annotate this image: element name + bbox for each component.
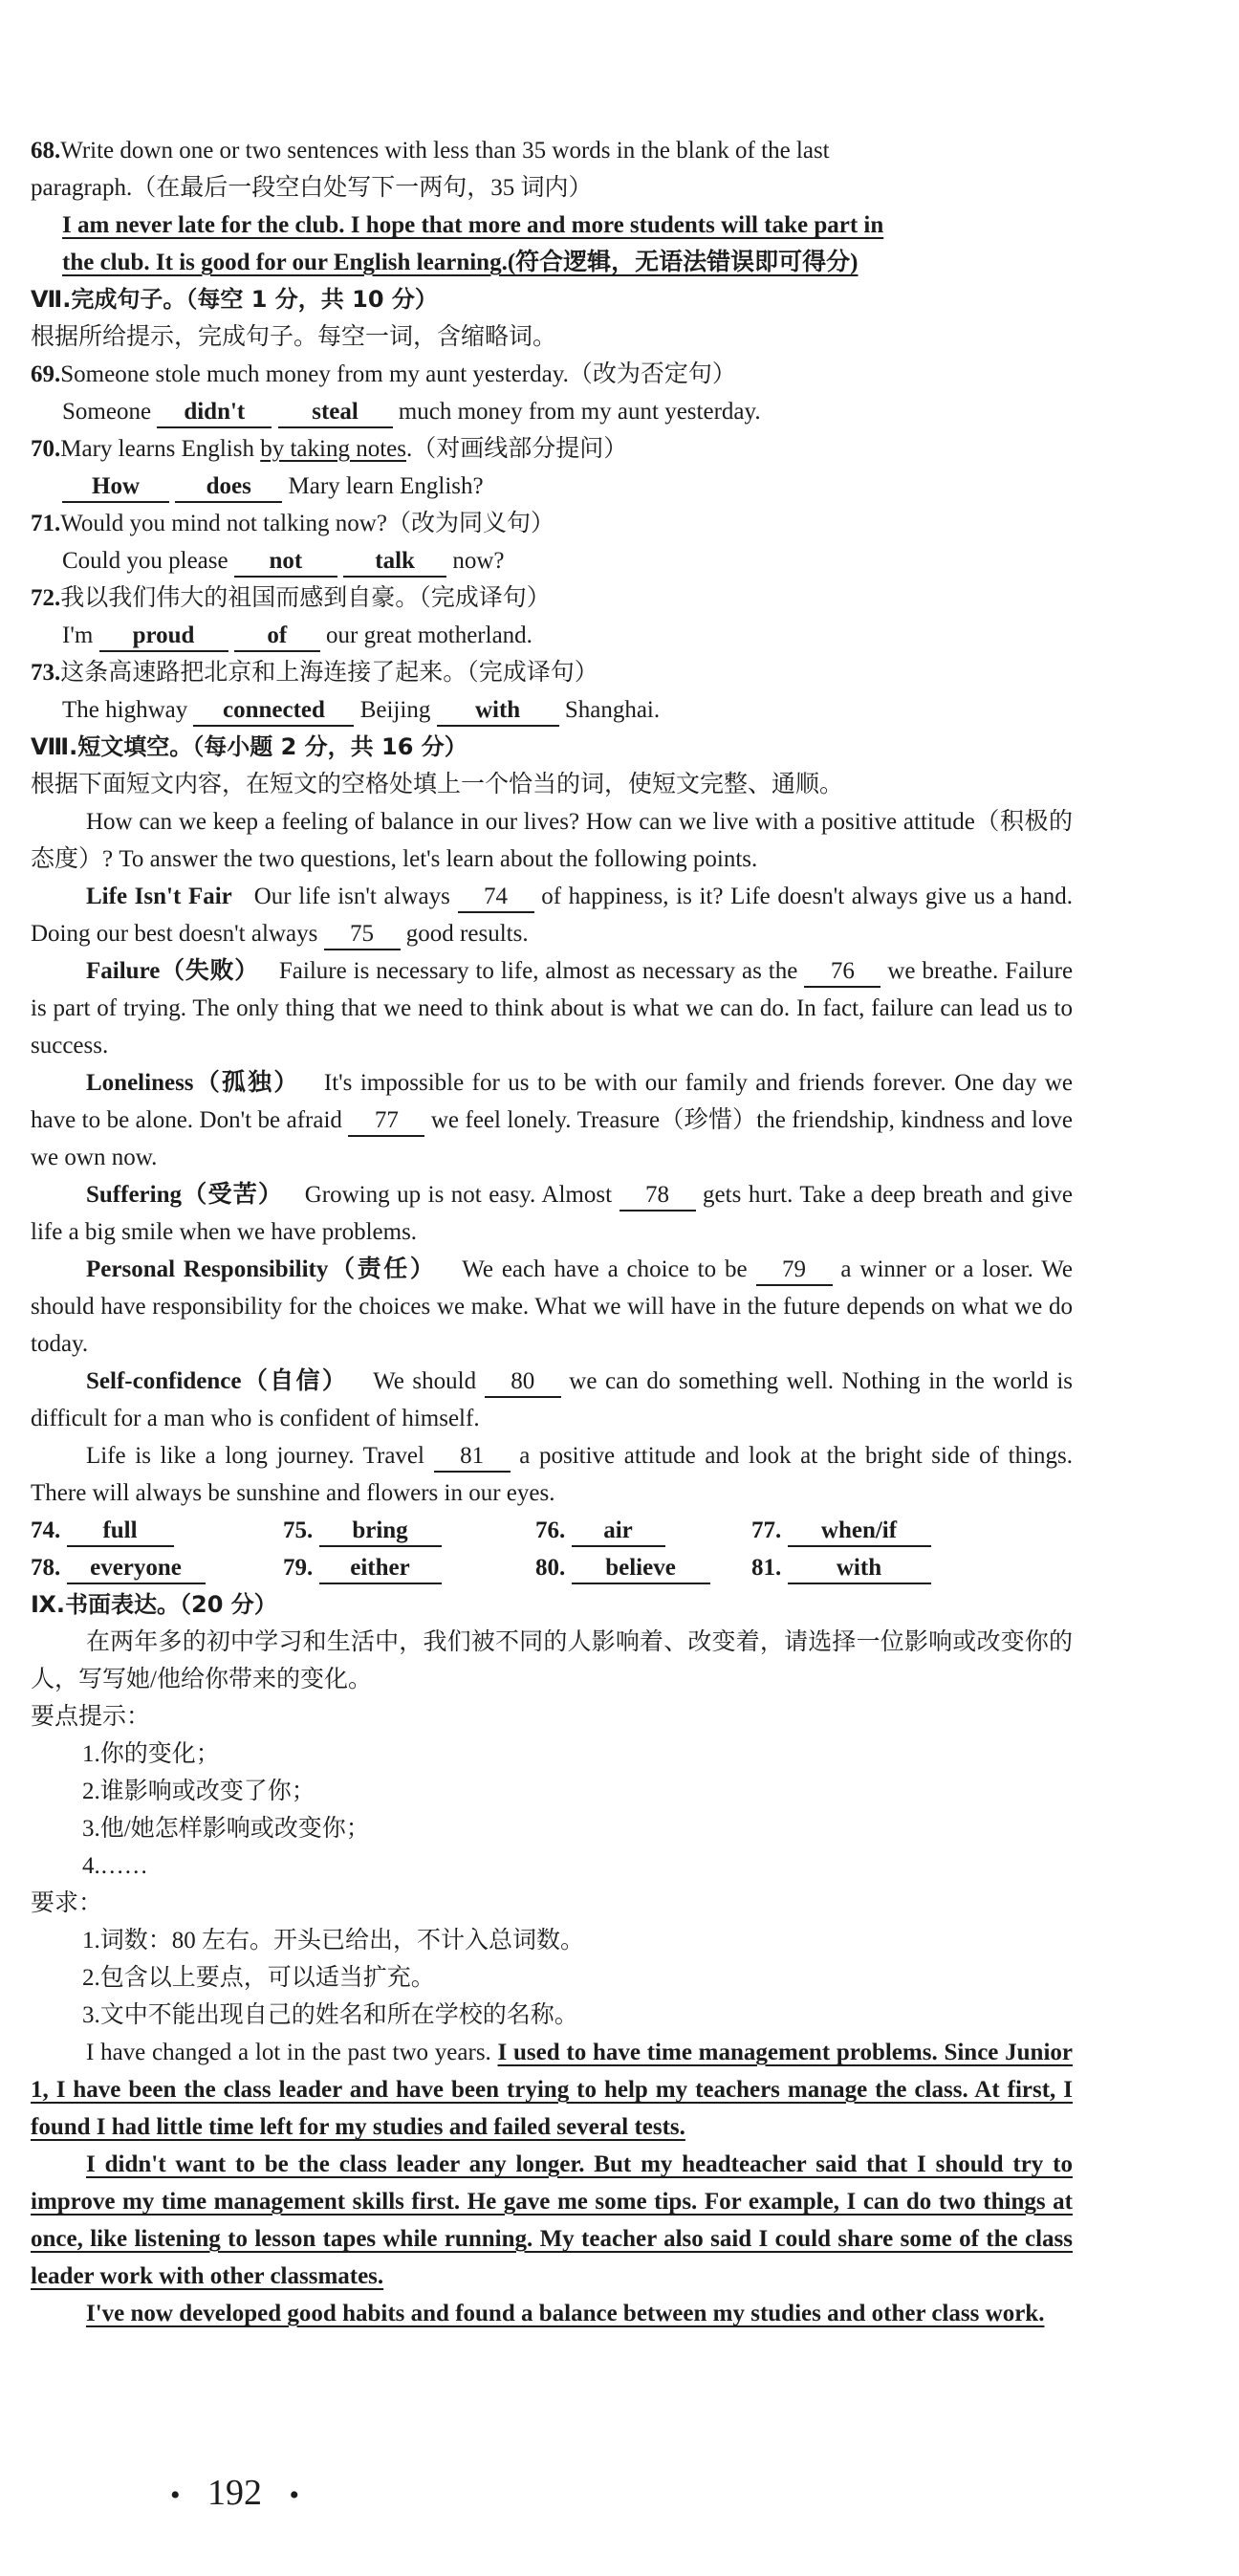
answer-77 <box>751 1512 931 1549</box>
essay-answer-text: I didn't want to be the class leader any longer. But my headteacher said that I should try to improve my time management skills first. He gave me some tips. For example, I can do two things at once, like listening to lesson tapes while running. My teacher also said I could share some of the class leader work with other classmates. <box>31 2151 1073 2289</box>
answer-num: 79. <box>283 1555 314 1581</box>
writing-task-intro: 在两年多的初中学习和生活中，我们被不同的人影响着、改变着，请选择一位影响或改变你的人，写写她/他给你带来的变化。 <box>31 1629 1073 1692</box>
point-item: 3.他/她怎样影响或改变你； <box>82 1816 370 1842</box>
essay-answer-text: I used to have time management problems. Since Junior 1, I have been the class leader and have been trying to help my teachers manage the class. At first, I found I had little time left for my studies and failed several tests. <box>31 2040 1073 2140</box>
q69-blank-2: steal <box>278 398 393 428</box>
q73-blank-1: connected <box>193 696 354 727</box>
para-text: a winner or a loser. We should have responsibility for the choices we make. What we will have in the future depends on what we do today. <box>31 1256 1073 1357</box>
para-text: a positive attitude and look at the bright side of things. There will always be sunshine and flowers in our eyes. <box>31 1443 1074 1506</box>
answer-num: 78. <box>31 1555 61 1581</box>
answer-word: either <box>319 1554 442 1584</box>
section-8-instruction: 根据下面短文内容，在短文的空格处填上一个恰当的词，使短文完整、通顺。 <box>31 772 844 797</box>
essay-paragraph-2 <box>31 2146 1073 2295</box>
passage-para-suffering <box>31 1176 1073 1251</box>
page-number-dot-right: • <box>289 2479 300 2511</box>
section-9-heading: Ⅸ.书面表达。（20 分） <box>31 1591 277 1618</box>
answer-word: bring <box>319 1517 442 1547</box>
answer-num: 75. <box>283 1517 314 1543</box>
q71-prompt-text: Would you mind not talking now?（改为同义句） <box>60 511 554 536</box>
para-text: We should <box>373 1368 477 1394</box>
para-text: we can do something well. Nothing in the world is difficult for a man who is confident of himself. <box>31 1368 1074 1431</box>
q71-number: 71. <box>31 511 61 536</box>
q70-pre: Mary learns English <box>60 436 261 462</box>
q72-pre: I'm <box>62 622 94 648</box>
q72-post: our great motherland. <box>326 622 533 648</box>
blank-75: 75 <box>324 920 401 950</box>
para-text: Life is like a long journey. Travel <box>86 1443 424 1469</box>
answer-81 <box>751 1549 931 1586</box>
para-text: It's impossible for us to be with our family and friends forever. One day we have to be alone. Don't be afraid <box>31 1070 1073 1133</box>
answer-74 <box>31 1512 283 1549</box>
answer-num: 80. <box>535 1555 566 1581</box>
q73-prompt-text: 这条高速路把北京和上海连接了起来。（完成译句） <box>60 660 598 686</box>
blank-79: 79 <box>756 1255 833 1286</box>
q71-answer-line <box>31 542 1073 579</box>
answer-word: with <box>788 1554 931 1584</box>
q69-blank-1: didn't <box>157 398 272 428</box>
q68-number: 68. <box>31 138 61 164</box>
q71-blank-1: not <box>234 547 337 578</box>
essay-given-opening: I have changed a lot in the past two years. <box>86 2040 491 2065</box>
q70-prompt <box>31 430 1073 468</box>
answer-75 <box>283 1512 535 1549</box>
para-text: of happiness, is it? Life doesn't always give us a hand. Doing our best doesn't always <box>31 884 1074 947</box>
answer-80 <box>535 1549 751 1586</box>
points-label: 要点提示： <box>31 1704 151 1730</box>
blank-80: 80 <box>485 1367 561 1398</box>
q73-prompt <box>31 654 1073 691</box>
passage-para-loneliness <box>31 1064 1073 1176</box>
blank-77: 77 <box>348 1106 424 1137</box>
q71-blank-2: talk <box>343 547 446 578</box>
answer-word: full <box>67 1517 174 1547</box>
para-title-responsibility: Personal Responsibility（责任） <box>86 1256 437 1282</box>
para-title-life-isnt-fair: Life Isn't Fair <box>86 884 232 909</box>
q70-answer-line <box>31 468 1073 505</box>
q73-post: Shanghai. <box>564 697 661 723</box>
q70-blank-2: does <box>175 472 282 503</box>
q68-answer-text-cont: the club. It is good for our English learning.(符合逻辑，无语法错误即可得分) <box>62 250 859 275</box>
requirement-item: 3.文中不能出现自己的姓名和所在学校的名称。 <box>82 2002 578 2028</box>
para-title-suffering: Suffering（受苦） <box>86 1182 284 1208</box>
para-text: good results. <box>405 921 529 947</box>
answer-num: 77. <box>751 1517 782 1543</box>
para-text: Growing up is not easy. Almost <box>304 1182 613 1208</box>
answer-num: 76. <box>535 1517 566 1543</box>
passage-para-self-confidence <box>31 1363 1073 1437</box>
q71-prompt <box>31 505 1073 542</box>
q72-blank-1: proud <box>99 622 228 652</box>
q71-pre: Could you please <box>62 548 228 574</box>
q68-answer-line2 <box>31 244 1073 281</box>
essay-paragraph-1 <box>31 2034 1073 2146</box>
q68-answer-text: I am never late for the club. I hope that more and more students will take part in <box>62 212 884 238</box>
q70-blank-1: How <box>62 472 169 503</box>
q68-answer-line1 <box>31 207 1073 244</box>
q69-prompt <box>31 356 1073 393</box>
blank-74: 74 <box>458 883 534 913</box>
blank-81: 81 <box>434 1442 511 1473</box>
q69-answer-line <box>31 393 1073 430</box>
q69-prompt-text: Someone stole much money from my aunt yesterday.（改为否定句） <box>60 361 736 387</box>
answer-word: everyone <box>67 1554 206 1584</box>
q72-answer-line <box>31 617 1073 654</box>
q68-prompt-line1 <box>31 132 1073 169</box>
point-item: 1.你的变化； <box>82 1741 220 1767</box>
para-text: Failure is necessary to life, almost as necessary as the <box>278 958 798 984</box>
para-text: we feel lonely. Treasure（珍惜）the friendship, kindness and love we own now. <box>31 1107 1073 1170</box>
q72-blank-2: of <box>234 622 320 652</box>
requirements-label: 要求： <box>31 1890 103 1916</box>
q72-number: 72. <box>31 585 61 611</box>
point-item: 4.…… <box>82 1853 148 1879</box>
answer-word: when/if <box>788 1517 931 1547</box>
answer-row-2 <box>31 1549 1073 1586</box>
para-text: Our life isn't always <box>253 884 450 909</box>
q73-pre: The highway <box>62 697 188 723</box>
blank-78: 78 <box>620 1181 696 1212</box>
requirement-item: 1.词数：80 左右。开头已给出，不计入总词数。 <box>82 1928 585 1954</box>
para-title-failure: Failure（失败） <box>86 958 259 984</box>
q73-mid: Beijing <box>359 697 431 723</box>
essay-answer-text: I've now developed good habits and found a balance between my studies and other class work. <box>86 2301 1045 2326</box>
q68-prompt-line2: paragraph.（在最后一段空白处写下一两句，35 词内） <box>31 175 593 201</box>
para-text: we breathe. Failure is part of trying. The only thing that we need to think about is what we can do. In fact, failure can lead us to success. <box>31 958 1074 1059</box>
q69-post: much money from my aunt yesterday. <box>398 399 761 425</box>
answer-word: believe <box>572 1554 710 1584</box>
passage-para-failure <box>31 952 1073 1064</box>
section-7-heading: Ⅶ.完成句子。（每空 1 分，共 10 分） <box>31 286 438 313</box>
essay-paragraph-3 <box>31 2295 1073 2332</box>
q70-number: 70. <box>31 436 61 462</box>
passage-para-responsibility <box>31 1251 1073 1363</box>
answer-79 <box>283 1549 535 1586</box>
passage-intro: How can we keep a feeling of balance in our lives? How can we live with a positive attitude（积极的态度）? To answer the two questions, let's learn about the following points. <box>31 809 1073 872</box>
q73-number: 73. <box>31 660 61 686</box>
q70-post: .（对画线部分提问） <box>406 436 628 462</box>
section-7-instruction: 根据所给提示，完成句子。每空一词，含缩略词。 <box>31 324 557 350</box>
q70-underlined-part: by taking notes <box>260 436 406 462</box>
q72-prompt <box>31 579 1073 617</box>
worksheet-page <box>31 132 1073 2332</box>
q72-prompt-text: 我以我们伟大的祖国而感到自豪。（完成译句） <box>60 585 551 611</box>
q73-answer-line <box>31 691 1073 729</box>
para-title-self-confidence: Self-confidence（自信） <box>86 1368 349 1394</box>
answer-num: 81. <box>751 1555 782 1581</box>
passage-para-conclusion <box>31 1437 1073 1512</box>
answer-76 <box>535 1512 751 1549</box>
q68-prompt-text: Write down one or two sentences with less than 35 words in the blank of the last <box>60 138 830 164</box>
requirement-item: 2.包含以上要点，可以适当扩充。 <box>82 1965 435 1991</box>
q71-post: now? <box>452 548 505 574</box>
blank-76: 76 <box>804 957 880 988</box>
answer-78 <box>31 1549 283 1586</box>
para-text: gets hurt. Take a deep breath and give life a big smile when we have problems. <box>31 1182 1073 1245</box>
q70-rest: Mary learn English? <box>288 473 484 499</box>
q73-blank-2: with <box>437 696 559 727</box>
answer-row-1 <box>31 1512 1073 1549</box>
q69-number: 69. <box>31 361 61 387</box>
page-number <box>170 2475 299 2514</box>
passage-para-life-isnt-fair <box>31 878 1073 952</box>
page-number-value: 192 <box>207 2473 263 2513</box>
q69-pre: Someone <box>62 399 152 425</box>
answer-word: air <box>572 1517 665 1547</box>
answer-num: 74. <box>31 1517 61 1543</box>
section-8-heading: Ⅷ.短文填空。（每小题 2 分，共 16 分） <box>31 733 467 760</box>
para-title-loneliness: Loneliness（孤独） <box>86 1070 300 1096</box>
para-text: We each have a choice to be <box>462 1256 748 1282</box>
page-number-dot-left: • <box>170 2479 181 2511</box>
point-item: 2.谁影响或改变了你； <box>82 1779 315 1804</box>
